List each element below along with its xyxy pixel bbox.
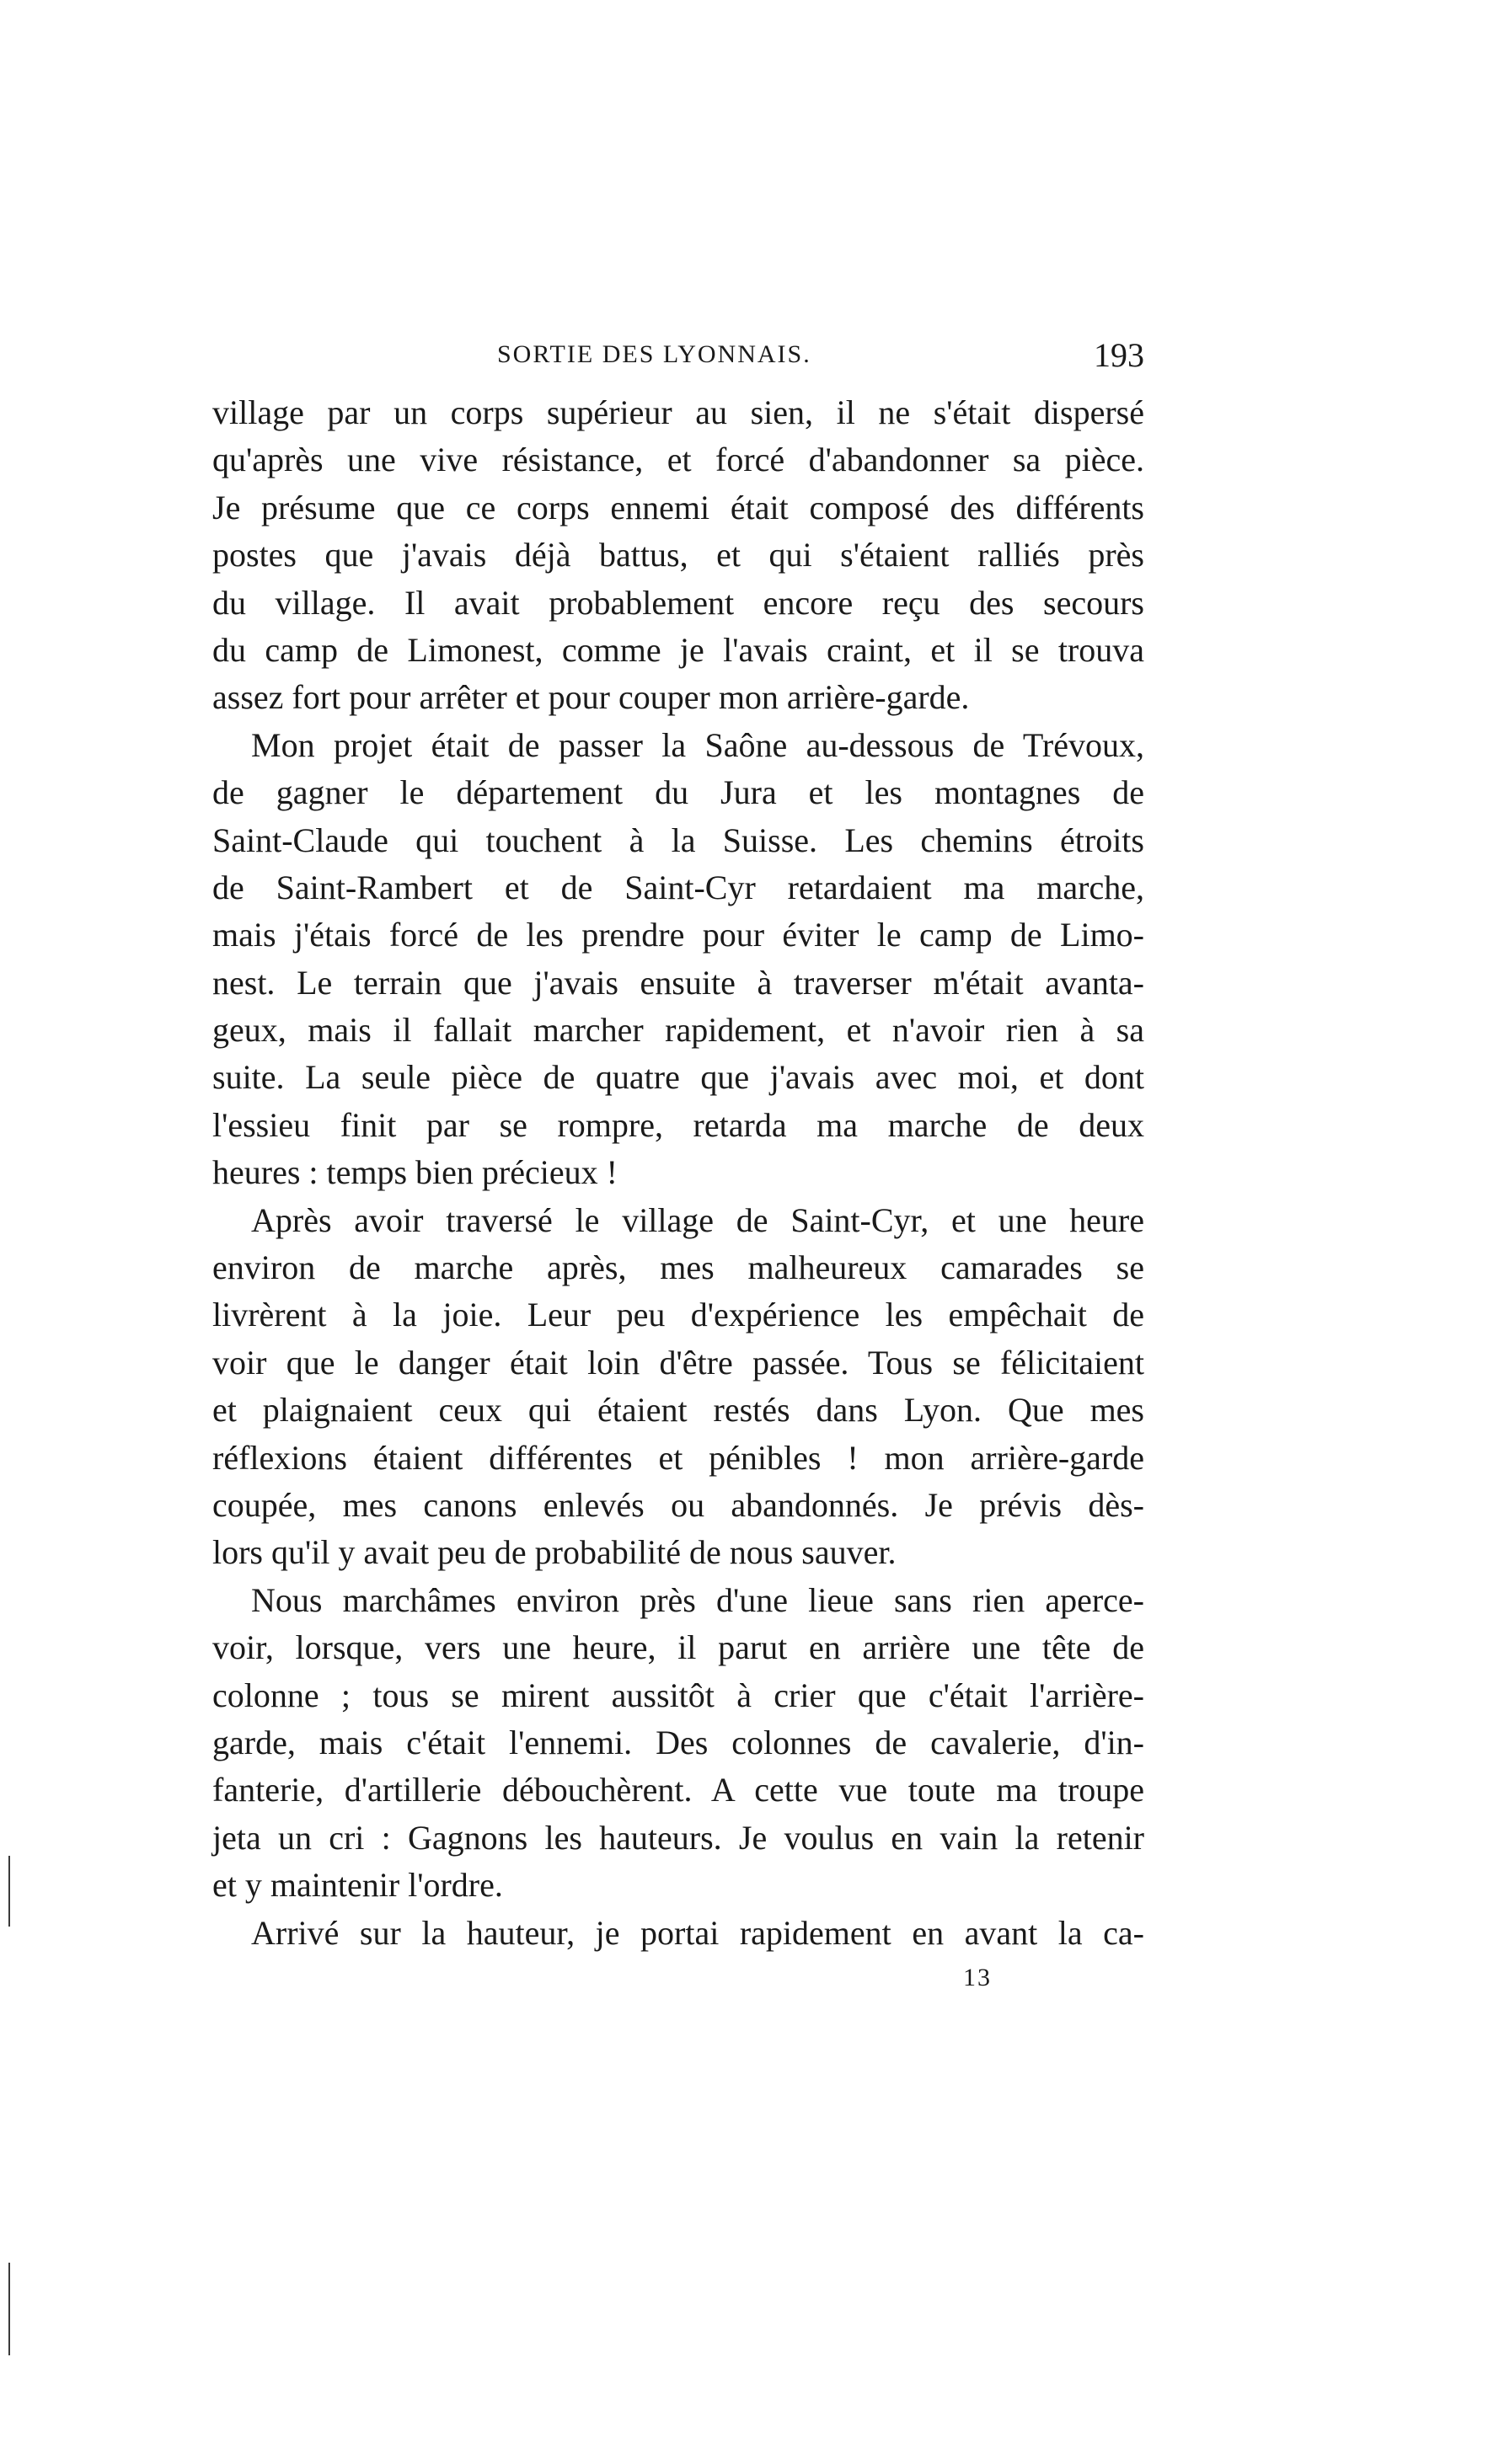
- text-line: de Saint-Rambert et de Saint-Cyr retardaient ma marche,: [212, 868, 1144, 906]
- text-line: l'essieu finit par se rompre, retarda ma marche de deux: [212, 1105, 1144, 1144]
- text-line: village par un corps supérieur au sien, il ne s'était dispersé: [212, 393, 1144, 431]
- text-line: du village. Il avait probablement encore reçu des secours: [212, 583, 1144, 622]
- text-line: geux, mais il fallait marcher rapidement, et n'avoir rien à sa: [212, 1011, 1144, 1050]
- margin-scan-line: [8, 2263, 10, 2355]
- text-line: environ de marche après, mes malheureux camarades se: [212, 1248, 1144, 1287]
- text-line: voir que le danger était loin d'être passée. Tous se félicitaient: [212, 1343, 1144, 1382]
- text-line: et y maintenir l'ordre.: [212, 1866, 503, 1905]
- text-line: assez fort pour arrêter et pour couper mon arrière-garde.: [212, 678, 970, 717]
- text-line: garde, mais c'était l'ennemi. Des colonnes de cavalerie, d'in-: [212, 1723, 1144, 1761]
- paragraph-first-line: Après avoir traversé le village de Saint-Cyr, et une heure: [251, 1200, 1144, 1239]
- margin-scan-line: [8, 1856, 10, 1927]
- text-line: voir, lorsque, vers une heure, il parut en arrière une tête de: [212, 1628, 1144, 1667]
- text-line: jeta un cri : Gagnons les hauteurs. Je voulus en vain la retenir: [212, 1818, 1144, 1857]
- text-line: qu'après une vive résistance, et forcé d'abandonner sa pièce.: [212, 441, 1144, 479]
- text-line: colonne ; tous se mirent aussitôt à crier que c'était l'arrière-: [212, 1676, 1144, 1714]
- page-number: 193: [1094, 336, 1144, 374]
- text-line: du camp de Limonest, comme je l'avais craint, et il se trouva: [212, 630, 1144, 669]
- page-header: [212, 335, 1144, 377]
- body-text: [212, 389, 1144, 1957]
- text-line: de gagner le département du Jura et les montagnes de: [212, 773, 1144, 812]
- signature-mark: 13: [963, 1964, 992, 1991]
- text-line: lors qu'il y avait peu de probabilité de nous sauver.: [212, 1533, 897, 1572]
- text-line: mais j'étais forcé de les prendre pour éviter le camp de Limo-: [212, 916, 1144, 954]
- text-line: heures : temps bien précieux !: [212, 1153, 618, 1192]
- text-line: postes que j'avais déjà battus, et qui s'étaient ralliés près: [212, 536, 1144, 575]
- paragraph-first-line: Arrivé sur la hauteur, je portai rapidement en avant la ca-: [251, 1913, 1144, 1952]
- text-line: coupée, mes canons enlevés ou abandonnés. Je prévis dès-: [212, 1485, 1144, 1524]
- paragraph-first-line: Nous marchâmes environ près d'une lieue sans rien aperce-: [251, 1580, 1144, 1619]
- text-line: et plaignaient ceux qui étaient restés dans Lyon. Que mes: [212, 1391, 1144, 1430]
- text-line: livrèrent à la joie. Leur peu d'expérience les empêchait de: [212, 1296, 1144, 1334]
- text-line: Saint-Claude qui touchent à la Suisse. Les chemins étroits: [212, 820, 1144, 859]
- text-line: nest. Le terrain que j'avais ensuite à traverser m'était avanta-: [212, 963, 1144, 1002]
- text-line: Je présume que ce corps ennemi était composé des différents: [212, 488, 1144, 526]
- text-line: suite. La seule pièce de quatre que j'avais avec moi, et dont: [212, 1058, 1144, 1097]
- paragraph-first-line: Mon projet était de passer la Saône au-dessous de Trévoux,: [251, 725, 1144, 764]
- text-line: fanterie, d'artillerie débouchèrent. A cette vue toute ma troupe: [212, 1771, 1144, 1809]
- running-title: SORTIE DES LYONNAIS.: [497, 340, 811, 368]
- text-line: réflexions étaient différentes et pénibles ! mon arrière-garde: [212, 1438, 1144, 1477]
